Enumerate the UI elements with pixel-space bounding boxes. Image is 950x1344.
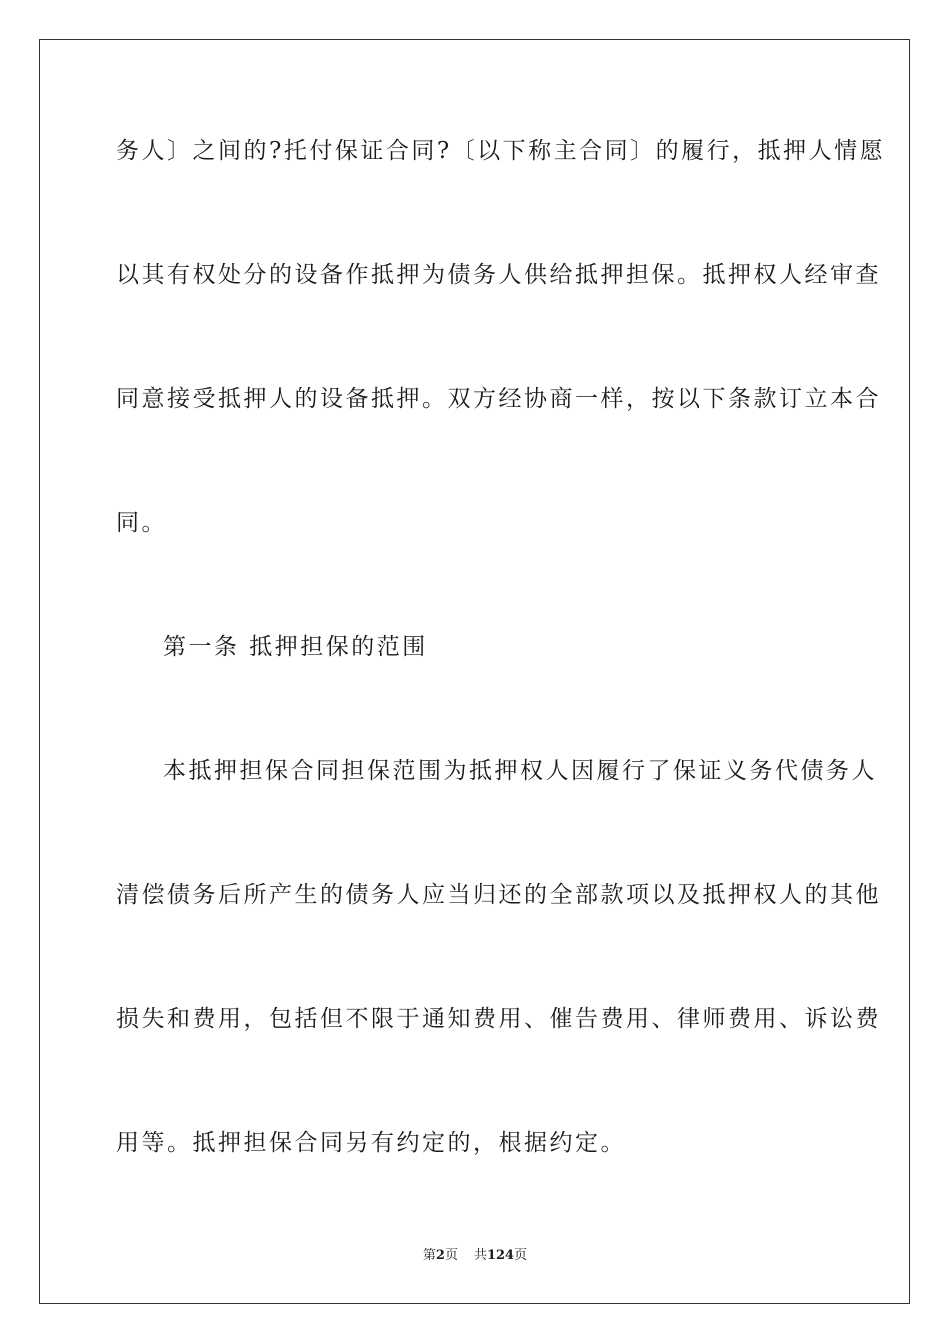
page-footer [0, 1248, 950, 1264]
page-border [39, 39, 910, 1304]
footer-page-prefix: 第 [422, 1248, 436, 1263]
footer-page-number: 2 [435, 1248, 445, 1263]
section-heading: 第一条 抵押担保的范围 [163, 634, 428, 660]
footer-total-pages: 124 [486, 1248, 515, 1263]
body-line-2: 以其有权处分的设备作抵押为债务人供给抵押担保。抵押权人经审查 [116, 262, 881, 288]
body-line-9: 用等。抵押担保合同另有约定的，根据约定。 [116, 1130, 626, 1156]
footer-total-suffix: 页 [514, 1248, 528, 1263]
body-line-1: 务人〕之间的?托付保证合同?〔以下称主合同〕的履行，抵押人情愿 [116, 138, 886, 164]
body-line-4: 同。 [116, 510, 167, 536]
body-line-7: 清偿债务后所产生的债务人应当归还的全部款项以及抵押权人的其他 [116, 882, 881, 908]
footer-page-suffix: 页 [444, 1248, 458, 1263]
footer-total-prefix: 共 [473, 1248, 487, 1263]
body-line-6: 本抵押担保合同担保范围为抵押权人因履行了保证义务代债务人 [163, 758, 877, 784]
body-line-8: 损失和费用，包括但不限于通知费用、催告费用、律师费用、诉讼费 [116, 1006, 881, 1032]
body-line-3: 同意接受抵押人的设备抵押。双方经协商一样，按以下条款订立本合 [116, 386, 881, 412]
